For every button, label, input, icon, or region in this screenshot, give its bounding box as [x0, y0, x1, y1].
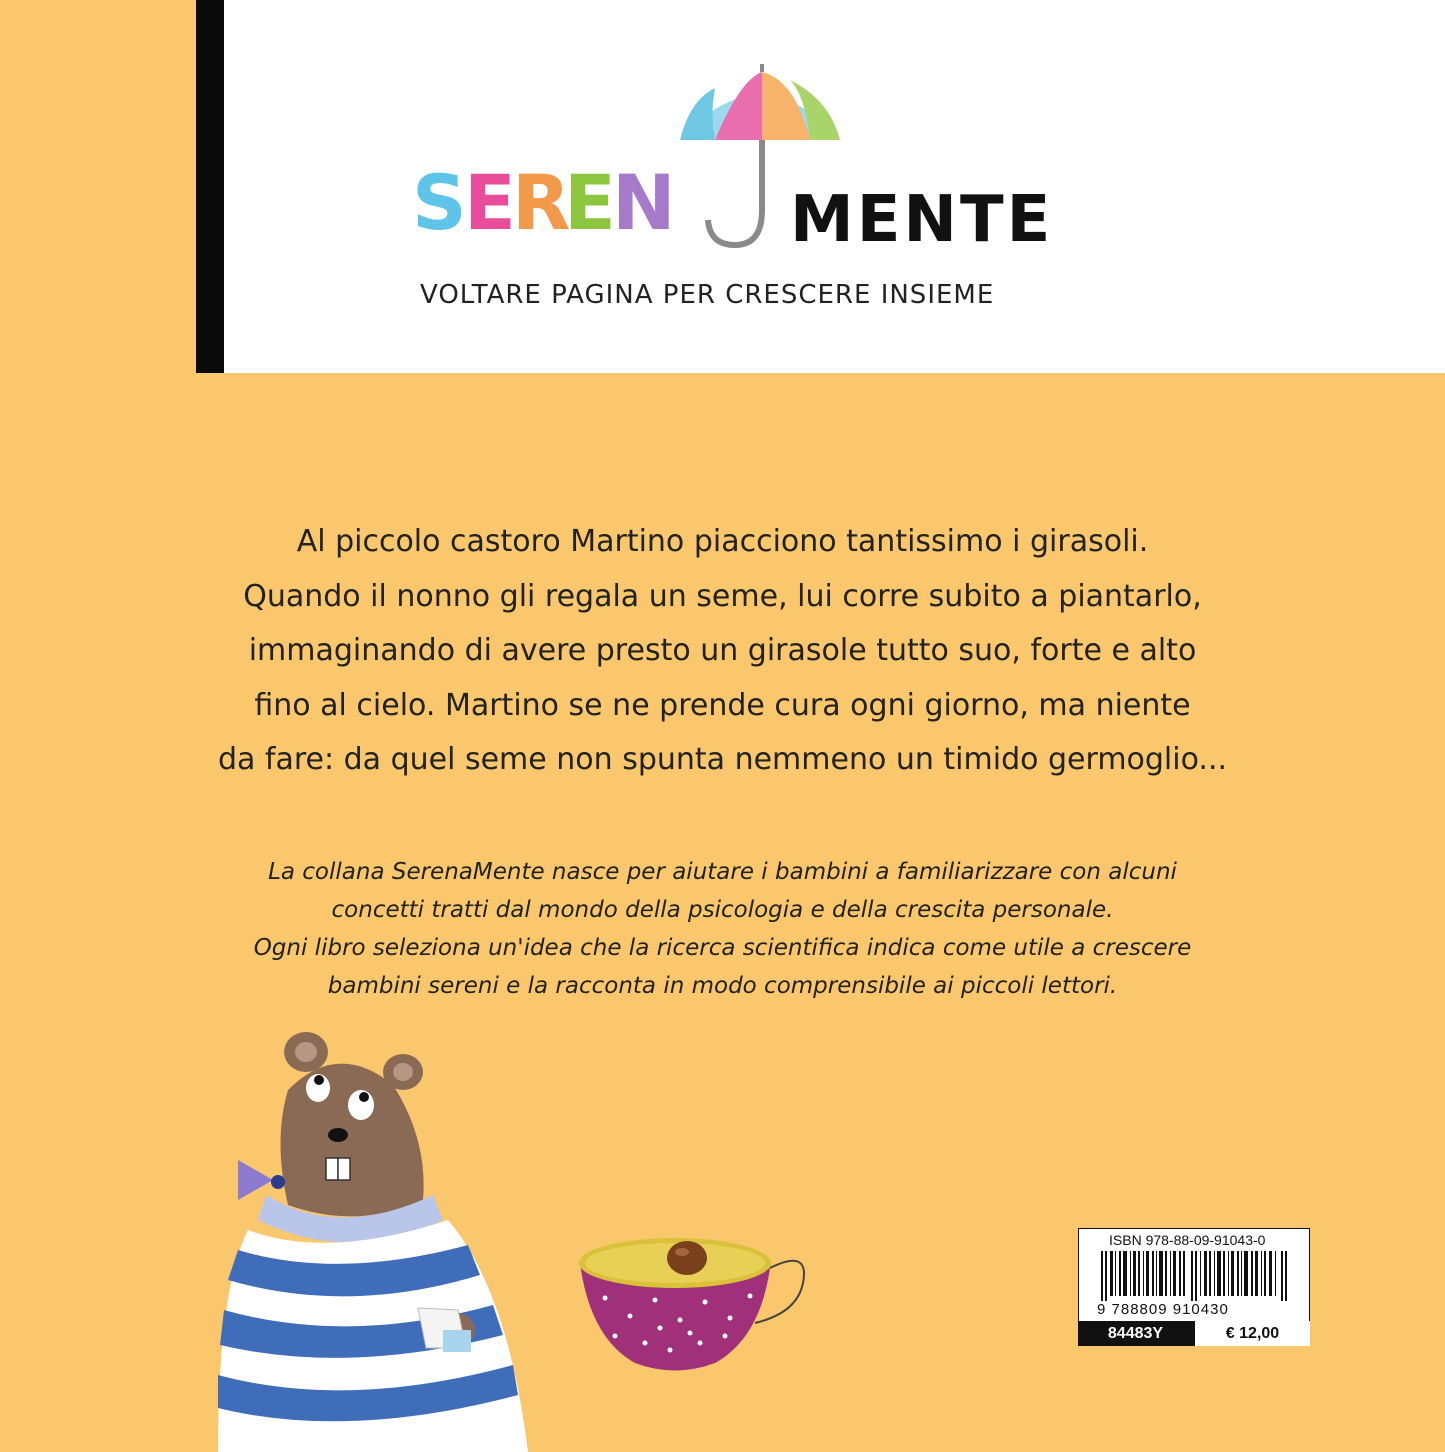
- series-line: La collana SerenaMente nasce per aiutare i bambini a familiarizzare con alcuni: [268, 859, 1177, 885]
- barcode-label: [1078, 1228, 1310, 1346]
- logo-letter-n: N: [612, 158, 678, 247]
- series-description: [150, 853, 1295, 1005]
- book-blurb: [150, 515, 1295, 788]
- logo-letter-e1: E: [464, 158, 518, 247]
- cup-illustration: [575, 1228, 810, 1378]
- blurb-line: Al piccolo castoro Martino piacciono tantissimo i girasoli.: [296, 524, 1149, 559]
- product-code: 84483Y: [1078, 1321, 1193, 1346]
- blurb-line: fino al cielo. Martino se ne prende cura ogni giorno, ma niente: [254, 687, 1191, 723]
- blurb-line: da fare: da quel seme non spunta nemmeno un timido germoglio...: [217, 742, 1228, 777]
- beaver-illustration: [218, 1030, 548, 1452]
- barcode-digits: 9 788809 910430: [1097, 1301, 1229, 1318]
- price-strip: [1078, 1321, 1310, 1346]
- barcode-icon: [1101, 1251, 1291, 1301]
- blurb-line: immaginando di avere presto un girasole tutto suo, forte e alto: [248, 633, 1197, 668]
- logo-suffix: MENTE: [790, 183, 1054, 257]
- price: € 12,00: [1193, 1321, 1310, 1346]
- series-tagline: VOLTARE PAGINA PER CRESCERE INSIEME: [420, 280, 995, 310]
- series-line: concetti tratti dal mondo della psicologia e della crescita personale.: [331, 897, 1114, 923]
- logo-letter-r: R: [512, 158, 573, 247]
- series-logo: [412, 60, 1052, 260]
- spine-bar: [196, 0, 224, 373]
- logo-letter-s: S: [412, 158, 469, 247]
- isbn-number: ISBN 978-88-09-91043-0: [1109, 1232, 1266, 1248]
- series-line: bambini sereni e la racconta in modo comprensibile ai piccoli lettori.: [327, 973, 1118, 999]
- logo-letter-e2: E: [564, 158, 618, 247]
- blurb-line: Quando il nonno gli regala un seme, lui corre subito a piantarlo,: [243, 578, 1202, 614]
- series-line: Ogni libro seleziona un'idea che la ricerca scientifica indica come utile a crescere: [253, 935, 1192, 961]
